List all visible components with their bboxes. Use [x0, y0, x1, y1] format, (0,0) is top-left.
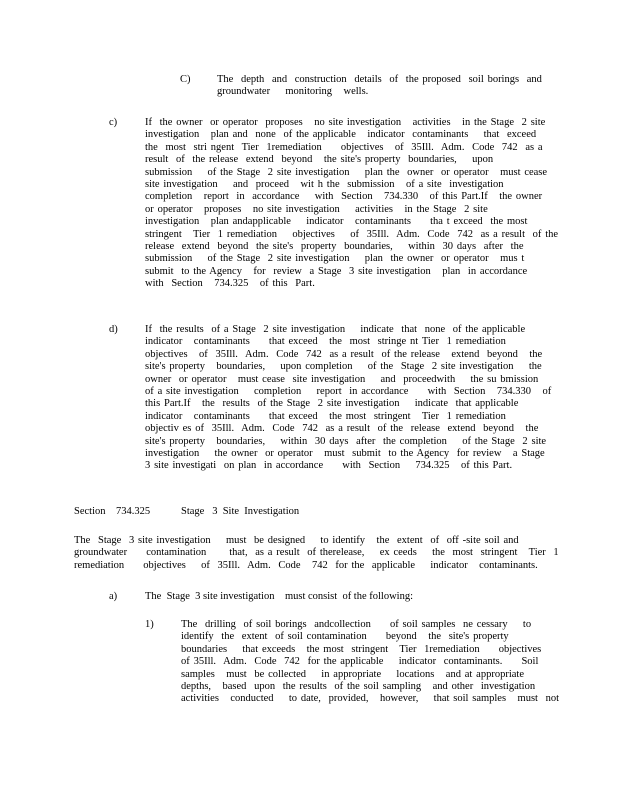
text-line: If the owner or operator proposes no site investigation activities in the Stage 2 site	[145, 117, 546, 128]
item-label-1: 1)	[145, 619, 154, 630]
text-line: objectiv es of 35Ill. Adm. Code 742 as a result of the release extend beyond the	[145, 423, 539, 435]
text-line: submission of the Stage 2 site investigation plan the owner or operator mus t	[145, 253, 525, 265]
text-line: The drilling of soil borings andcollection of soil samples ne cessary to	[181, 619, 532, 630]
text-line: release extend beyond the site's property boundaries, within 30 days after the	[145, 241, 524, 253]
text-line: activities conducted to date, provided, however, that soil samples must not	[181, 693, 560, 705]
text-line: submission of the Stage 2 site investigation plan the owner or operator must cease	[145, 166, 548, 178]
section-title: Stage 3 Site Investigation	[181, 506, 300, 517]
text-line: stringent Tier 1 remediation objectives of 35Ill. Adm. Code 742 as a result of the	[145, 228, 559, 240]
text-line: or operator proposes no site investigation activities in the Stage 2 site	[145, 203, 488, 215]
text-line: depths, based upon the results of the soil sampling and other investigation	[181, 681, 536, 693]
item-C-text	[217, 74, 542, 99]
item-label-a: a)	[109, 591, 118, 602]
text-line: of 35Ill. Adm. Code 742 for the applicable indicator contaminants. Soil	[181, 656, 539, 668]
text-line: objectives of 35Ill. Adm. Code 742 as a result of the release extend beyond the	[145, 348, 543, 360]
text-line: owner or operator must cease site investigation and proceedwith the su bmission	[145, 373, 539, 385]
item-c-text	[145, 117, 558, 291]
text-line: groundwater contamination that, as a result of therelease, ex ceeds the most stringent Tier 1	[74, 547, 559, 559]
text-line: groundwater monitoring wells.	[217, 86, 369, 98]
section-intro-paragraph	[74, 535, 559, 572]
text-line: of a site investigation completion report in accordance with Section 734.330 of	[145, 386, 552, 398]
text-line: If the results of a Stage 2 site investigation indicate that none of the applicable	[145, 324, 526, 335]
text-line: site's property boundaries, within 30 days after the completion of the Stage 2 site	[145, 435, 547, 447]
text-line: identify the extent of soil contamination beyond the site's property	[181, 631, 509, 643]
item-label-c: c)	[109, 117, 118, 128]
text-line: this Part.If the results of the Stage 2 site investigation indicate that applicable	[145, 398, 519, 410]
text-line: investigation the owner or operator must submit to the Agency for review a Stage	[145, 448, 545, 460]
text-line: completion report in accordance with Section 734.330 of this Part.If the owner	[145, 191, 543, 203]
item-d-text	[145, 324, 551, 473]
text-line: indicator contaminants that exceed the most stringent Tier 1 remediation	[145, 410, 506, 422]
text-line: remediation objectives of 35Ill. Adm. Code 742 for the applicable indicator contaminants.	[74, 559, 538, 571]
text-line: site's property boundaries, upon completion of the Stage 2 site investigation the	[145, 361, 542, 373]
text-line: 3 site investigati on plan in accordance with Section 734.325 of this Part.	[145, 460, 513, 472]
item-label-C: C)	[180, 74, 191, 85]
text-line: boundaries that exceeds the most stringent Tier 1remediation objectives	[181, 643, 542, 655]
text-line: investigation plan andapplicable indicator contaminants tha t exceed the most	[145, 216, 528, 228]
text-line: with Section 734.325 of this Part.	[145, 278, 315, 290]
text-line: site investigation and proceed wit h the submission of a site investigation	[145, 179, 504, 191]
section-number: Section 734.325	[74, 506, 151, 517]
text-line: The depth and construction details of the proposed soil borings and	[217, 74, 542, 85]
text-line: result of the release extend beyond the site's property boundaries, upon	[145, 154, 494, 166]
text-line: indicator contaminants that exceed the most stringe nt Tier 1 remediation	[145, 336, 506, 348]
item-1-text	[181, 619, 559, 706]
item-label-d: d)	[109, 324, 118, 335]
item-a-text: The Stage 3 site investigation must consist of the following:	[145, 591, 414, 602]
text-line: submit to the Agency for review a Stage 3 site investigation plan in accordance	[145, 265, 528, 277]
text-line: The Stage 3 site investigation must be designed to identify the extent of off -site soil and	[74, 535, 519, 546]
text-line: investigation plan and none of the applicable indicator contaminants that exceed	[145, 129, 537, 141]
text-line: the most stri ngent Tier 1remediation objectives of 35Ill. Adm. Code 742 as a	[145, 141, 543, 153]
text-line: samples must be collected in appropriate locations and at appropriate	[181, 668, 524, 680]
